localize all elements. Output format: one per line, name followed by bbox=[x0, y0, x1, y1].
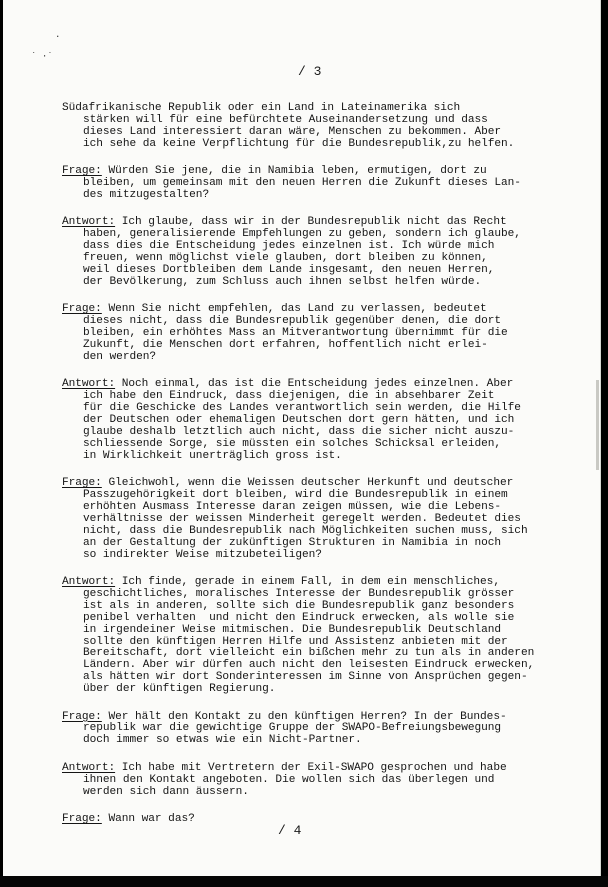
speaker-label: Frage: bbox=[62, 303, 102, 316]
text-line: dass dies die Entscheidung jedes einzelnen ist. Ich würde mich bbox=[83, 240, 495, 253]
scan-border bbox=[0, 876, 608, 887]
qa-block bbox=[62, 379, 567, 462]
text-line: Passzugehörigkeit dort bleiben, wird die Bundesrepublik in einem bbox=[83, 489, 508, 502]
text-line: in Wirklichkeit unerträglich gross ist. bbox=[83, 449, 342, 462]
text-line: der Bevölkerung, zum Schluss auch ihnen selbst helfen würde. bbox=[83, 275, 482, 288]
line-text: Gleichwohl, wenn die Weissen deutscher Herkunft und deutscher bbox=[101, 477, 514, 490]
speaker-label: Antwort: bbox=[62, 378, 116, 391]
text-line: so indirekter Weise mitzubeteiligen? bbox=[83, 548, 322, 561]
text-line: ich habe den Eindruck, dass diejenigen, die in absehbarer Zeit bbox=[83, 390, 495, 403]
text-line: des mitzugestalten? bbox=[83, 188, 210, 201]
qa-block bbox=[62, 763, 567, 799]
text-line: nicht, dass die Bundesrepublik nach Möglichkeiten suchen muss, sich bbox=[83, 524, 528, 537]
text-line: ihnen den Kontakt angeboten. Die wollen sich das überlegen und bbox=[83, 773, 495, 786]
text-line: ich sehe da keine Verpflichtung für die Bundesrepublik,zu helfen. bbox=[83, 137, 515, 150]
text-line bbox=[62, 814, 567, 826]
text-line: ist als in anderen, sollte sich die Bundesrepublik ganz besonders bbox=[83, 599, 515, 612]
text-line: glaube deshalb letztlich auch nicht, dass die sicher nicht auszu- bbox=[83, 425, 515, 438]
qa-block bbox=[62, 814, 567, 826]
text-line: in irgendeiner Weise mitmischen. Die Bundesrepublik Deutschland bbox=[83, 623, 502, 636]
speaker-label: Antwort: bbox=[62, 576, 116, 588]
qa-block bbox=[62, 304, 567, 364]
text-line: freuen, wenn möglichst viele glauben, dort bleiben zu können, bbox=[83, 252, 488, 265]
qa-block bbox=[62, 478, 567, 561]
text-line: Bereitschaft, dort vielleicht ein bißchen mehr zu tun als in anderen bbox=[83, 647, 535, 660]
text-line: Südafrikanische Republik oder ein Land in Lateinamerika sich bbox=[62, 102, 461, 114]
interview-text bbox=[62, 103, 567, 841]
qa-block bbox=[62, 577, 567, 696]
speaker-label: Antwort: bbox=[62, 761, 116, 774]
speaker-label: Frage: bbox=[62, 477, 102, 490]
text-line: Zukunft, die Menschen dort erfahren, hoffentlich nicht erlei- bbox=[83, 339, 488, 351]
text-line: Ländern. Aber wir dürfen auch nicht den leisesten Eindruck erwecken, bbox=[83, 659, 535, 672]
text-line: stärken will für eine befürchtete Auseinandersetzung und dass bbox=[83, 113, 488, 126]
text-line: weil dieses Dortbleiben dem Lande insgesamt, den neuen Herren, bbox=[83, 263, 495, 276]
qa-block bbox=[62, 166, 567, 202]
page-number-top: / 3 bbox=[298, 64, 322, 79]
scan-mark: ˙ ·˙ bbox=[31, 52, 53, 62]
speaker-label: Frage: bbox=[62, 710, 102, 723]
qa-block bbox=[62, 217, 567, 288]
text-line: als hätten wir dort Sonderinteressen im Sinne von Ansprüchen gegen- bbox=[83, 671, 528, 684]
continued-paragraph bbox=[62, 103, 567, 151]
text-line: bleiben, um gemeinsam mit den neuen Herren die Zukunft dieses Lan- bbox=[83, 177, 521, 190]
text-line: dieses nicht, dass die Bundesrepublik gegenüber denen, die dort bbox=[83, 315, 502, 328]
text-line: werden sich dann äussern. bbox=[83, 785, 249, 798]
line-text: Wenn Sie nicht empfehlen, das Land zu verlassen, bedeutet bbox=[101, 303, 487, 316]
text-line: republik war die gewichtige Gruppe der SWAPO-Befreiungsbewegung bbox=[83, 722, 502, 735]
text-line: penibel verhalten und nicht den Eindruck erwecken, als wolle sie bbox=[83, 611, 515, 624]
speaker-label: Frage: bbox=[62, 165, 102, 178]
page-number-bottom: / 4 bbox=[278, 823, 302, 838]
scan-mark: . bbox=[55, 30, 61, 40]
text-line: erhöhten Ausmass Interesse daran zeigen müssen, wie die Lebens- bbox=[83, 500, 502, 513]
text-line: sollte den künftigen Herren Hilfe und Assistenz anbieten mit der bbox=[83, 635, 508, 648]
text-line: verhältnisse der weissen Minderheit geregelt werden. Bedeutet dies bbox=[83, 512, 521, 525]
qa-block bbox=[62, 712, 567, 748]
line-text: Ich habe mit Vertretern der Exil-SWAPO gesprochen und habe bbox=[115, 761, 507, 774]
text-line: dieses Land interessiert daran wäre, Menschen zu bekommen. Aber bbox=[83, 125, 502, 138]
line-text: Wann war das? bbox=[101, 813, 195, 825]
text-line: schliessende Sorge, sie müssten ein solches Schicksal erleiden, bbox=[83, 437, 502, 450]
text-line bbox=[62, 763, 567, 775]
line-text: Ich glaube, dass wir in der Bundesrepublik nicht das Recht bbox=[115, 216, 507, 229]
text-line: bleiben, ein erhöhtes Mass an Mitverantwortung übernimmt für die bbox=[83, 327, 508, 340]
speaker-label: Antwort: bbox=[62, 216, 116, 229]
speaker-label: Frage: bbox=[62, 813, 102, 825]
text-line: für die Geschicke des Landes verantwortlich sein werden, die Hilfe bbox=[83, 402, 521, 415]
line-text: Noch einmal, das ist die Entscheidung jedes einzelnen. Aber bbox=[115, 378, 514, 391]
text-line: doch immer so etwas wie ein Nicht-Partner. bbox=[83, 734, 362, 747]
text-line: geschichtliches, moralisches Interesse der Bundesrepublik grösser bbox=[83, 587, 515, 600]
text-line: über der künftigen Regierung. bbox=[83, 683, 276, 696]
document-page bbox=[3, 0, 601, 876]
scan-edge-shadow bbox=[596, 380, 599, 470]
line-text: Würden Sie jene, die in Namibia leben, ermutigen, dort zu bbox=[101, 165, 487, 178]
text-line: der Deutschen oder ehemaligen Deutschen dort gern hätten, und ich bbox=[83, 414, 515, 427]
text-line: haben, generalisierende Empfehlungen zu geben, sondern ich glaube, bbox=[83, 228, 521, 241]
text-line: an der Gestaltung der zukünftigen Strukturen in Namibia in noch bbox=[83, 536, 502, 549]
line-text: Ich finde, gerade in einem Fall, in dem ein menschliches, bbox=[115, 576, 500, 588]
text-line: den werden? bbox=[83, 350, 156, 363]
line-text: Wer hält den Kontakt zu den künftigen Herren? In der Bundes- bbox=[101, 710, 507, 723]
